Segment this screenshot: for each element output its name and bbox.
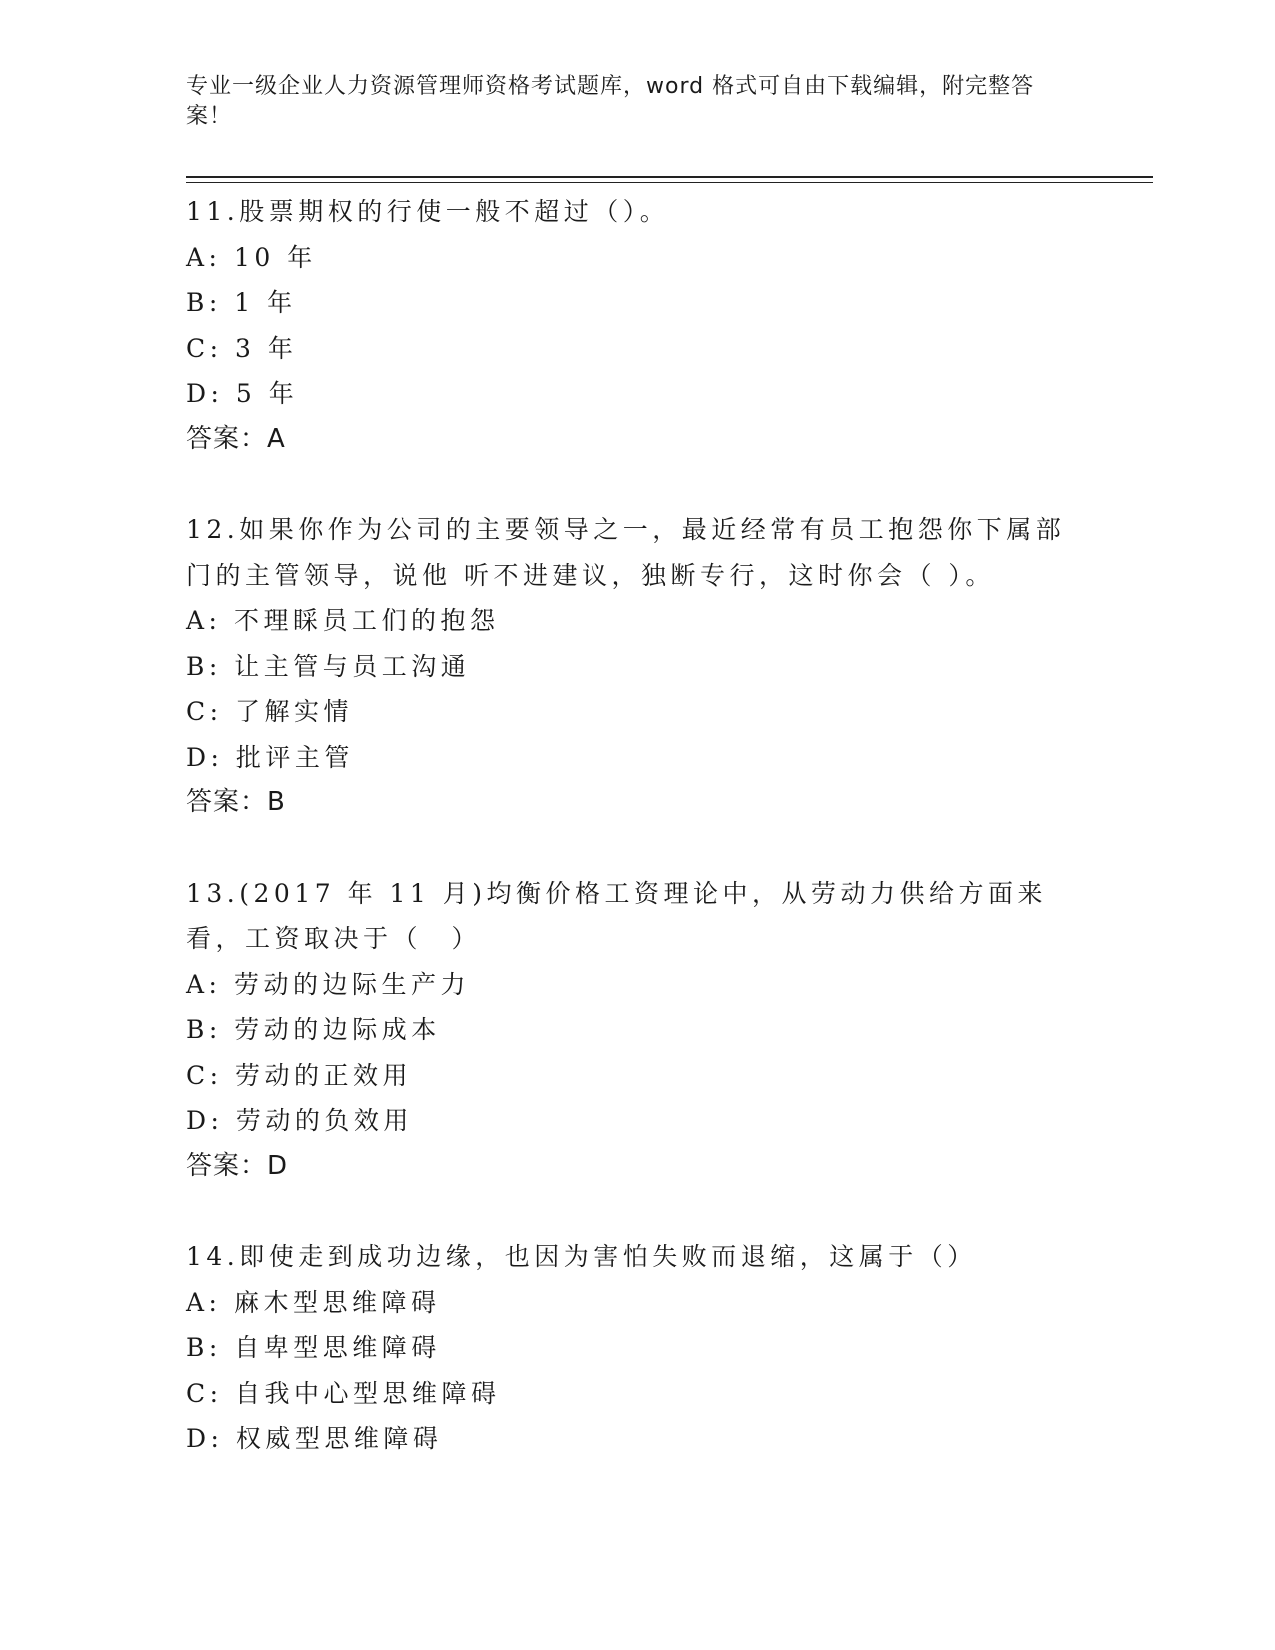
- option-text: 让主管与员工沟通: [234, 651, 471, 681]
- question-11: [186, 189, 1086, 462]
- option-label: C:: [186, 333, 223, 363]
- option-text: 劳动的负效用: [235, 1106, 413, 1135]
- option-b: [186, 280, 1086, 326]
- option-text: 自卑型思维障碍: [234, 1333, 441, 1362]
- header-divider-thick: [186, 176, 1153, 178]
- option-label: B:: [186, 1015, 222, 1044]
- option-text: 3 年: [235, 333, 298, 363]
- option-text: 了解实情: [235, 697, 354, 726]
- option-label: D:: [186, 1106, 224, 1135]
- option-text: 劳动的边际生产力: [233, 969, 470, 999]
- option-d: [186, 371, 1086, 417]
- option-text: 自我中心型思维障碍: [235, 1378, 501, 1408]
- answer-line: 答案：B: [186, 787, 286, 817]
- option-text: 批评主管: [235, 742, 354, 772]
- option-d: [186, 1098, 1086, 1144]
- option-c: [186, 1371, 1086, 1417]
- option-d: [186, 1416, 1086, 1462]
- option-text: 5 年: [235, 379, 299, 408]
- question-12: [186, 507, 1086, 826]
- option-label: A:: [186, 969, 222, 999]
- option-label: D:: [186, 1424, 224, 1453]
- option-b: [186, 1007, 1086, 1053]
- option-a: [186, 962, 1086, 1008]
- option-text: 麻木型思维障碍: [233, 1287, 441, 1317]
- option-label: A:: [186, 242, 222, 272]
- option-label: D:: [186, 379, 224, 408]
- option-label: A:: [186, 1287, 222, 1317]
- option-a: [186, 235, 1086, 281]
- option-label: C:: [186, 1060, 223, 1090]
- option-c: [186, 1053, 1086, 1099]
- option-text: 不理睬员工们的抱怨: [233, 606, 500, 635]
- option-a: [186, 1280, 1086, 1326]
- question-14: [186, 1234, 1086, 1462]
- option-b: [186, 1325, 1086, 1371]
- option-d: [186, 735, 1086, 781]
- answer-line: 答案：A: [186, 423, 286, 454]
- answer-line: 答案：D: [186, 1150, 289, 1181]
- question-stem: 13.(2017 年 11 月)均衡价格工资理论中，从劳动力供给方面来看，工资取决于（ ）: [186, 878, 1048, 953]
- option-c: [186, 689, 1086, 735]
- option-text: 10 年: [233, 242, 317, 272]
- option-text: 劳动的正效用: [235, 1060, 413, 1090]
- option-label: C:: [186, 697, 223, 726]
- option-label: D:: [186, 742, 224, 772]
- question-stem: 12.如果你作为公司的主要领导之一，最近经常有员工抱怨你下属部门的主管领导，说他 听不进建议，独断专行，这时你会（ ）。: [186, 515, 1066, 590]
- question-stem: 11.股票期权的行使一般不超过（）。: [186, 197, 670, 226]
- option-label: B:: [186, 651, 222, 681]
- question-stem: 14.即使走到成功边缘，也因为害怕失败而退缩，这属于（）: [186, 1242, 977, 1271]
- option-text: 劳动的边际成本: [234, 1015, 441, 1044]
- option-text: 权威型思维障碍: [235, 1424, 443, 1453]
- document-header: 专业一级企业人力资源管理师资格考试题库，word 格式可自由下载编辑，附完整答案！: [186, 74, 1035, 129]
- header-divider-thin: [186, 182, 1153, 183]
- option-text: 1 年: [234, 288, 297, 317]
- option-label: B:: [186, 1333, 222, 1362]
- option-a: [186, 598, 1086, 644]
- option-b: [186, 644, 1086, 690]
- option-label: A:: [186, 606, 222, 635]
- question-13: [186, 871, 1086, 1190]
- question-list: [186, 189, 1086, 1507]
- option-c: [186, 326, 1086, 372]
- option-label: B:: [186, 288, 222, 317]
- option-label: C:: [186, 1378, 223, 1408]
